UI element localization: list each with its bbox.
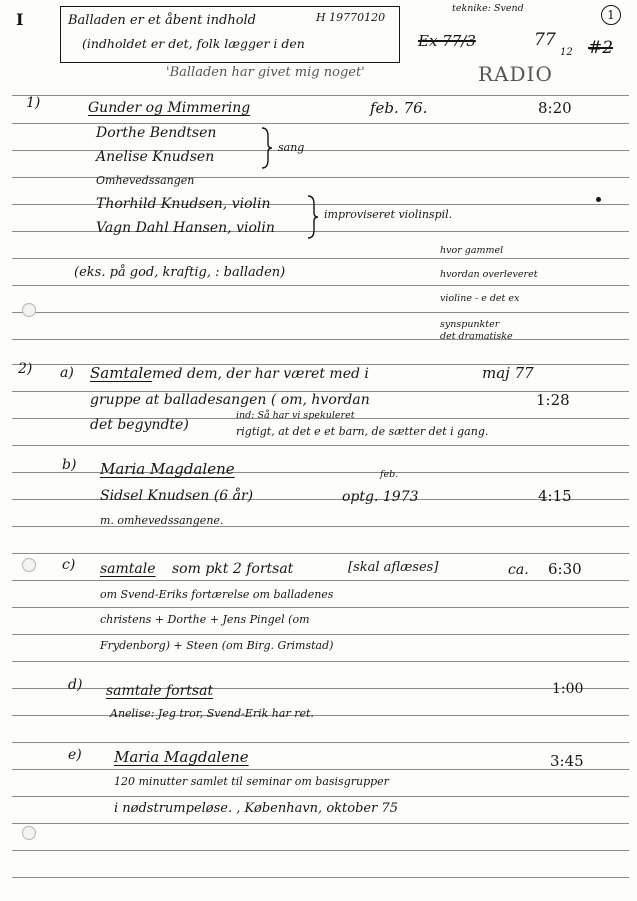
binder-hole [22, 826, 36, 840]
section-2d-line-2: Anelise: Jeg tror, Svend-Erik har ret. [110, 707, 314, 720]
ruled-line [12, 742, 629, 743]
section-2e-line-2: 120 minutter samlet til seminar om basisgrupper [114, 775, 389, 788]
technician-note: teknike: Svend [452, 3, 524, 14]
section-2a-title-rest: med dem, der har været med i [152, 366, 369, 382]
performer-line: Thorhild Knudsen, violin [96, 196, 271, 212]
section-2b-marker: b) [62, 457, 77, 473]
ruled-line [12, 796, 629, 797]
section-2-marker: 2) [18, 361, 33, 377]
section-2c-line-4: Frydenborg) + Steen (om Birg. Grimstad) [100, 639, 334, 652]
ruled-line [12, 850, 629, 851]
roman-numeral: I [16, 10, 24, 29]
section-1-title: Gunder og Mimmering [88, 100, 251, 116]
ruled-line [12, 877, 629, 878]
ink-dot [596, 197, 601, 202]
section-2e-title: Maria Magdalene [114, 748, 249, 766]
section-2d-marker: d) [68, 677, 83, 693]
section-2b-date: optg. 1973 [342, 489, 419, 505]
binder-hole [22, 558, 36, 572]
performer-line: Anelise Knudsen [96, 149, 215, 165]
subtitle: 'Balladen har givet mig noget' [166, 65, 365, 80]
section-1-duration: 8:20 [538, 99, 572, 117]
reference-slash-number: 12 [560, 47, 573, 58]
section-2a-small-note-2: rigtigt, at det e et barn, de sætter det i gang. [236, 425, 489, 438]
title-line-1: Balladen er et åbent indhold [68, 13, 257, 28]
section-2c-bracket-note: [skal aflæses] [348, 560, 439, 575]
side-note: hvordan overleveret [440, 269, 538, 280]
brace-icon [306, 194, 320, 240]
section-2c-title-rest: som pkt 2 fortsat [172, 561, 294, 577]
ruled-line [12, 634, 629, 635]
ruled-line [12, 95, 629, 96]
section-2e-line-3: i nødstrumpeløse. , København, oktober 75 [114, 801, 398, 816]
section-2a-line-3: det begyndte) [90, 417, 189, 433]
struck-reference: Ex 77/3 [418, 32, 476, 50]
section-2c-line-3: christens + Dorthe + Jens Pingel (om [100, 613, 310, 626]
section-2c-title: samtale [100, 561, 156, 577]
section-2b-line-2: Sidsel Knudsen (6 år) [100, 488, 254, 504]
brace-icon [260, 126, 274, 170]
side-note: det dramatiske [440, 331, 513, 342]
ruled-line [12, 661, 629, 662]
section-2b-duration: 4:15 [538, 487, 572, 505]
ruled-line [12, 580, 629, 581]
ruled-line [12, 607, 629, 608]
section-2a-line-2: gruppe at balladesangen ( om, hvordan [90, 392, 370, 408]
section-2a-date: maj 77 [482, 364, 534, 382]
section-2d-duration: 1:00 [552, 681, 584, 697]
binder-hole [22, 303, 36, 317]
section-1-date: feb. 76. [370, 99, 428, 117]
section-2b-title: Maria Magdalene [100, 460, 235, 478]
ruled-line [12, 339, 629, 340]
section-2c-line-2: om Svend-Eriks fortærelse om balladenes [100, 588, 334, 601]
section-2b-line-3: m. omhevedssangene. [100, 514, 224, 527]
ruled-line [12, 553, 629, 554]
section-2a-duration: 1:28 [536, 391, 570, 409]
section-2c-duration: 6:30 [548, 560, 582, 578]
ruled-line [12, 715, 629, 716]
page-number-circle: 1 [601, 5, 621, 25]
ruled-line [12, 123, 629, 124]
ruled-line [12, 769, 629, 770]
ruled-line [12, 688, 629, 689]
section-2a-marker: a) [60, 365, 74, 381]
section-1-note: (eks. på god, kraftig, : balladen) [74, 265, 286, 280]
section-2d-title: samtale fortsat [106, 683, 214, 699]
performer-line: Dorthe Bendtsen [96, 125, 217, 141]
brace-note-song: sang [278, 141, 305, 154]
section-2a-title: Samtale [90, 364, 153, 382]
performer-line: Omhevedssangen [96, 174, 195, 187]
brace-note-violin: improviseret violinspil. [324, 208, 453, 221]
section-2c-marker: c) [62, 557, 76, 573]
section-2b-date-small: feb. [380, 469, 399, 480]
side-note: violine - e det ex [440, 293, 520, 304]
ruled-line [12, 823, 629, 824]
performer-line: Vagn Dahl Hansen, violin [96, 220, 275, 236]
title-line-2: (indholdet er det, folk lægger i den [82, 36, 305, 51]
reference-year: 77 [534, 30, 556, 50]
ruled-line [12, 312, 629, 313]
section-2a-small-note-1: ind: Så har vi spekuleret [236, 410, 355, 421]
ruled-line [12, 285, 629, 286]
section-2e-duration: 3:45 [550, 752, 584, 770]
side-note: hvor gammel [440, 245, 504, 256]
side-note: synspunkter [440, 319, 500, 330]
radio-stamp: RADIO [478, 62, 553, 86]
ruled-line [12, 258, 629, 259]
archive-number: H 19770120 [316, 11, 386, 24]
section-2c-duration-prefix: ca. [508, 562, 529, 578]
ruled-line [12, 445, 629, 446]
reference-number: #2 [588, 38, 614, 58]
section-1-marker: 1) [26, 95, 41, 111]
section-2e-marker: e) [68, 747, 82, 763]
